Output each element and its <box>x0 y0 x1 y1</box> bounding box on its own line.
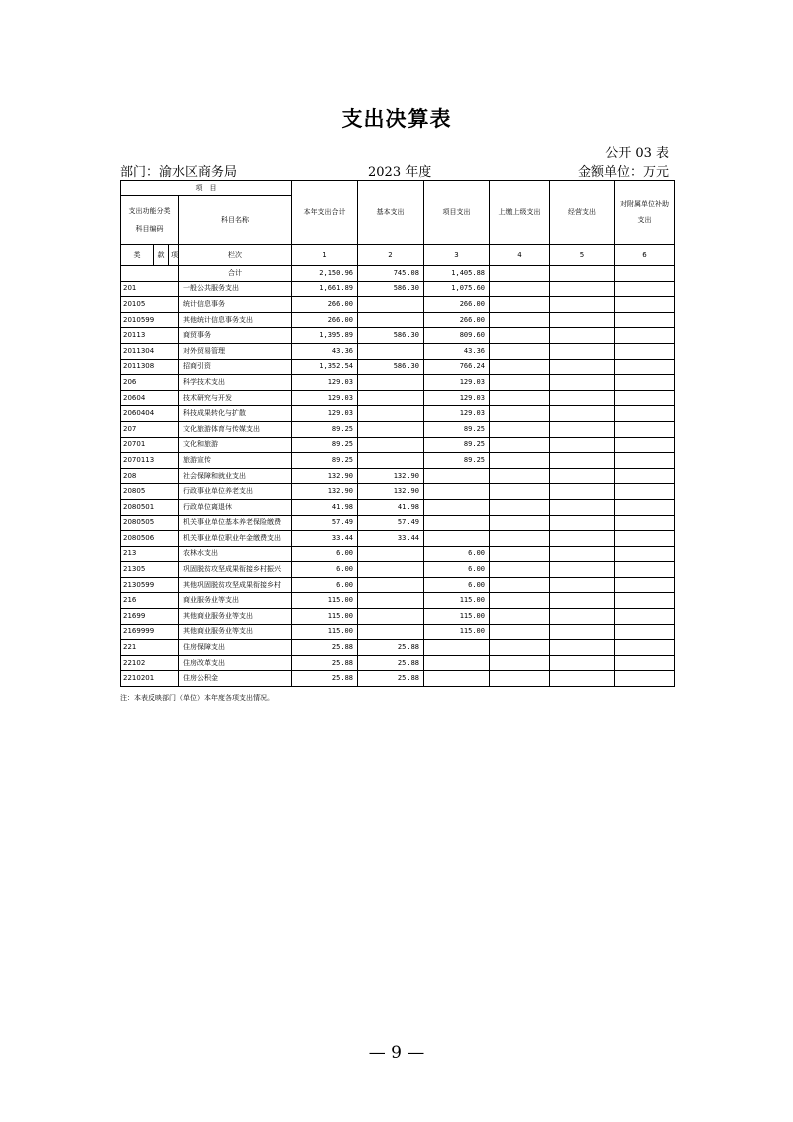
project-cell: 809.60 <box>424 328 490 344</box>
subject-code-cell: 207 <box>121 421 179 437</box>
total-cell: 132.90 <box>292 468 358 484</box>
subject-code-cell: 216 <box>121 593 179 609</box>
table-row <box>121 562 675 578</box>
header-col-4: 4 <box>490 245 550 266</box>
business-cell <box>550 531 615 547</box>
subject-code-cell: 2169999 <box>121 624 179 640</box>
header-upper-remit: 上缴上级支出 <box>490 181 550 245</box>
basic-cell <box>358 375 424 391</box>
department-label: 部门：渝水区商务局 <box>120 165 238 180</box>
total-cell: 33.44 <box>292 531 358 547</box>
table-row <box>121 515 675 531</box>
table-row <box>121 343 675 359</box>
total-cell: 1,395.89 <box>292 328 358 344</box>
basic-cell <box>358 593 424 609</box>
subject-code-cell: 20805 <box>121 484 179 500</box>
total-cell: 6.00 <box>292 546 358 562</box>
total-cell: 132.90 <box>292 484 358 500</box>
total-cell: 89.25 <box>292 421 358 437</box>
subject-code-cell: 2210201 <box>121 671 179 687</box>
upper-cell <box>490 531 550 547</box>
total-cell: 25.88 <box>292 640 358 656</box>
subject-code-cell: 213 <box>121 546 179 562</box>
table-row <box>121 328 675 344</box>
total-cell: 6.00 <box>292 562 358 578</box>
business-cell <box>550 406 615 422</box>
total-cell: 129.03 <box>292 406 358 422</box>
header-func-class <box>121 196 179 245</box>
subject-name-cell: 文化和旅游 <box>179 437 292 453</box>
total-cell: 115.00 <box>292 624 358 640</box>
table-row <box>121 421 675 437</box>
subsidy-cell <box>615 468 675 484</box>
project-cell <box>424 468 490 484</box>
total-row-subsidy <box>615 266 675 282</box>
business-cell <box>550 562 615 578</box>
subject-code-cell: 2060404 <box>121 406 179 422</box>
business-cell <box>550 421 615 437</box>
table-row <box>121 390 675 406</box>
header-subject-name: 科目名称 <box>179 196 292 245</box>
subject-name-cell: 技术研究与开发 <box>179 390 292 406</box>
project-cell <box>424 484 490 500</box>
basic-cell <box>358 312 424 328</box>
subject-code-cell: 2070113 <box>121 453 179 469</box>
subject-name-cell: 机关事业单位基本养老保险缴费 <box>179 515 292 531</box>
subsidy-cell <box>615 343 675 359</box>
table-note: 注：本表反映部门（单位）本年度各项支出情况。 <box>120 694 274 702</box>
upper-cell <box>490 375 550 391</box>
business-cell <box>550 499 615 515</box>
project-cell <box>424 640 490 656</box>
basic-cell <box>358 546 424 562</box>
subject-code-cell: 20113 <box>121 328 179 344</box>
subject-name-cell: 商业服务业等支出 <box>179 593 292 609</box>
subject-name-cell: 其他统计信息事务支出 <box>179 312 292 328</box>
business-cell <box>550 297 615 313</box>
total-cell: 89.25 <box>292 437 358 453</box>
subsidy-cell <box>615 421 675 437</box>
table-row <box>121 437 675 453</box>
subsidy-cell <box>615 546 675 562</box>
business-cell <box>550 546 615 562</box>
total-cell: 1,661.89 <box>292 281 358 297</box>
subject-code-cell: 2011308 <box>121 359 179 375</box>
basic-cell <box>358 421 424 437</box>
total-row-business <box>550 266 615 282</box>
upper-cell <box>490 328 550 344</box>
business-cell <box>550 375 615 391</box>
project-cell <box>424 499 490 515</box>
business-cell <box>550 390 615 406</box>
table-row <box>121 484 675 500</box>
upper-cell <box>490 609 550 625</box>
upper-cell <box>490 468 550 484</box>
project-cell: 266.00 <box>424 297 490 313</box>
project-cell: 129.03 <box>424 406 490 422</box>
total-cell: 115.00 <box>292 593 358 609</box>
total-row-basic: 745.08 <box>358 266 424 282</box>
project-cell: 6.00 <box>424 577 490 593</box>
subsidy-cell <box>615 609 675 625</box>
basic-cell <box>358 297 424 313</box>
table-row <box>121 375 675 391</box>
form-number: 公开 03 表 <box>605 146 669 161</box>
table-row <box>121 499 675 515</box>
upper-cell <box>490 437 550 453</box>
subsidy-cell <box>615 499 675 515</box>
subject-code-cell: 20105 <box>121 297 179 313</box>
business-cell <box>550 577 615 593</box>
project-cell <box>424 671 490 687</box>
subject-name-cell: 科技成果转化与扩散 <box>179 406 292 422</box>
total-row-project: 1,405.88 <box>424 266 490 282</box>
business-cell <box>550 281 615 297</box>
table-row <box>121 531 675 547</box>
subject-name-cell: 统计信息事务 <box>179 297 292 313</box>
business-cell <box>550 593 615 609</box>
subject-code-cell: 21699 <box>121 609 179 625</box>
project-cell <box>424 655 490 671</box>
header-col-6: 6 <box>615 245 675 266</box>
project-cell: 89.25 <box>424 453 490 469</box>
subject-code-cell: 20701 <box>121 437 179 453</box>
project-cell: 89.25 <box>424 437 490 453</box>
subject-code-cell: 208 <box>121 468 179 484</box>
header-kuan: 款 <box>154 245 169 266</box>
basic-cell <box>358 609 424 625</box>
total-row-code <box>121 266 179 282</box>
basic-cell <box>358 390 424 406</box>
basic-cell: 33.44 <box>358 531 424 547</box>
header-project-expenditure: 项目支出 <box>424 181 490 245</box>
subsidy-cell <box>615 359 675 375</box>
subsidy-cell <box>615 437 675 453</box>
header-lei: 类 <box>121 245 154 266</box>
table-row <box>121 359 675 375</box>
business-cell <box>550 359 615 375</box>
project-cell: 129.03 <box>424 390 490 406</box>
page-number: — 9 — <box>368 1043 425 1063</box>
basic-cell <box>358 577 424 593</box>
total-cell: 6.00 <box>292 577 358 593</box>
fiscal-year-label: 2023 年度 <box>368 165 432 180</box>
total-cell: 25.88 <box>292 655 358 671</box>
basic-cell <box>358 624 424 640</box>
subject-name-cell: 招商引资 <box>179 359 292 375</box>
upper-cell <box>490 546 550 562</box>
subject-name-cell: 住房公积金 <box>179 671 292 687</box>
subsidy-cell <box>615 655 675 671</box>
subject-name-cell: 行政事业单位养老支出 <box>179 484 292 500</box>
upper-cell <box>490 406 550 422</box>
basic-cell: 132.90 <box>358 468 424 484</box>
table-row <box>121 593 675 609</box>
subsidy-cell <box>615 624 675 640</box>
subject-name-cell: 住房改革支出 <box>179 655 292 671</box>
header-func-class-label: 支出功能分类 <box>128 206 171 215</box>
header-subject-code: 科目编码 <box>135 225 164 233</box>
subject-code-cell: 201 <box>121 281 179 297</box>
basic-cell <box>358 406 424 422</box>
subject-name-cell: 旅游宣传 <box>179 453 292 469</box>
subject-name-cell: 农林水支出 <box>179 546 292 562</box>
subsidy-cell <box>615 515 675 531</box>
subsidy-cell <box>615 375 675 391</box>
business-cell <box>550 515 615 531</box>
project-cell: 766.24 <box>424 359 490 375</box>
table-row <box>121 281 675 297</box>
project-cell: 1,075.60 <box>424 281 490 297</box>
header-total: 本年支出合计 <box>292 181 358 245</box>
total-cell: 89.25 <box>292 453 358 469</box>
subsidy-cell <box>615 281 675 297</box>
upper-cell <box>490 577 550 593</box>
total-cell: 43.36 <box>292 343 358 359</box>
project-cell: 89.25 <box>424 421 490 437</box>
basic-cell <box>358 437 424 453</box>
header-business: 经营支出 <box>550 181 615 245</box>
project-cell: 129.03 <box>424 375 490 391</box>
total-cell: 57.49 <box>292 515 358 531</box>
project-cell: 115.00 <box>424 609 490 625</box>
subsidy-cell <box>615 562 675 578</box>
header-col-1: 1 <box>292 245 358 266</box>
subject-name-cell: 社会保障和就业支出 <box>179 468 292 484</box>
upper-cell <box>490 359 550 375</box>
upper-cell <box>490 453 550 469</box>
subject-name-cell: 文化旅游体育与传媒支出 <box>179 421 292 437</box>
basic-cell: 25.88 <box>358 671 424 687</box>
table-row <box>121 671 675 687</box>
header-project: 项 目 <box>121 181 292 196</box>
business-cell <box>550 343 615 359</box>
project-cell <box>424 531 490 547</box>
business-cell <box>550 655 615 671</box>
basic-cell: 586.30 <box>358 359 424 375</box>
subject-code-cell: 2011304 <box>121 343 179 359</box>
project-cell: 115.00 <box>424 624 490 640</box>
upper-cell <box>490 281 550 297</box>
project-cell: 6.00 <box>424 546 490 562</box>
subsidy-cell <box>615 297 675 313</box>
subsidy-cell <box>615 671 675 687</box>
table-row <box>121 406 675 422</box>
subject-name-cell: 其他商业服务业等支出 <box>179 609 292 625</box>
business-cell <box>550 328 615 344</box>
total-cell: 129.03 <box>292 375 358 391</box>
subsidy-cell <box>615 484 675 500</box>
total-cell: 41.98 <box>292 499 358 515</box>
subject-name-cell: 商贸事务 <box>179 328 292 344</box>
project-cell: 266.00 <box>424 312 490 328</box>
upper-cell <box>490 484 550 500</box>
upper-cell <box>490 655 550 671</box>
business-cell <box>550 312 615 328</box>
subsidy-cell <box>615 453 675 469</box>
business-cell <box>550 437 615 453</box>
subject-code-cell: 21305 <box>121 562 179 578</box>
subject-code-cell: 2080506 <box>121 531 179 547</box>
project-cell: 43.36 <box>424 343 490 359</box>
basic-cell: 41.98 <box>358 499 424 515</box>
basic-cell <box>358 562 424 578</box>
business-cell <box>550 624 615 640</box>
basic-cell: 57.49 <box>358 515 424 531</box>
basic-cell: 132.90 <box>358 484 424 500</box>
header-col-3: 3 <box>424 245 490 266</box>
subject-code-cell: 2080505 <box>121 515 179 531</box>
total-cell: 266.00 <box>292 312 358 328</box>
table-row <box>121 546 675 562</box>
table-row <box>121 312 675 328</box>
subject-code-cell: 20604 <box>121 390 179 406</box>
upper-cell <box>490 390 550 406</box>
subject-name-cell: 其他巩固脱贫攻坚成果衔接乡村 <box>179 577 292 593</box>
subsidy-cell <box>615 312 675 328</box>
total-row-total: 2,150.96 <box>292 266 358 282</box>
basic-cell <box>358 343 424 359</box>
upper-cell <box>490 312 550 328</box>
upper-cell <box>490 421 550 437</box>
basic-cell: 25.88 <box>358 655 424 671</box>
business-cell <box>550 609 615 625</box>
header-basic: 基本支出 <box>358 181 424 245</box>
project-cell: 6.00 <box>424 562 490 578</box>
subject-name-cell: 其他商业服务业等支出 <box>179 624 292 640</box>
upper-cell <box>490 515 550 531</box>
header-col-2: 2 <box>358 245 424 266</box>
total-row-upper <box>490 266 550 282</box>
subject-name-cell: 一般公共服务支出 <box>179 281 292 297</box>
total-cell: 129.03 <box>292 390 358 406</box>
upper-cell <box>490 624 550 640</box>
table-row <box>121 577 675 593</box>
subsidy-cell <box>615 640 675 656</box>
subject-name-cell: 机关事业单位职业年金缴费支出 <box>179 531 292 547</box>
subsidy-cell <box>615 531 675 547</box>
subject-code-cell: 2130599 <box>121 577 179 593</box>
basic-cell: 25.88 <box>358 640 424 656</box>
business-cell <box>550 671 615 687</box>
subject-code-cell: 2010599 <box>121 312 179 328</box>
table-row <box>121 655 675 671</box>
subsidy-cell <box>615 577 675 593</box>
expenditure-table <box>120 180 675 687</box>
table-row <box>121 640 675 656</box>
upper-cell <box>490 640 550 656</box>
header-row-order: 栏次 <box>179 245 292 266</box>
subject-name-cell: 巩固脱贫攻坚成果衔接乡村振兴 <box>179 562 292 578</box>
header-xiang: 项 <box>169 245 179 266</box>
subject-name-cell: 科学技术支出 <box>179 375 292 391</box>
project-cell: 115.00 <box>424 593 490 609</box>
business-cell <box>550 640 615 656</box>
upper-cell <box>490 671 550 687</box>
page-title: 支出决算表 <box>341 107 452 131</box>
currency-unit-label: 金额单位：万元 <box>577 165 669 180</box>
upper-cell <box>490 562 550 578</box>
subject-name-cell: 行政单位离退休 <box>179 499 292 515</box>
basic-cell <box>358 453 424 469</box>
table-row <box>121 624 675 640</box>
basic-cell: 586.30 <box>358 281 424 297</box>
subject-name-cell: 住房保障支出 <box>179 640 292 656</box>
total-row-label: 合计 <box>179 266 292 282</box>
table-row <box>121 453 675 469</box>
upper-cell <box>490 593 550 609</box>
total-cell: 115.00 <box>292 609 358 625</box>
header-col-5: 5 <box>550 245 615 266</box>
total-cell: 266.00 <box>292 297 358 313</box>
subject-code-cell: 206 <box>121 375 179 391</box>
total-cell: 25.88 <box>292 671 358 687</box>
subsidy-cell <box>615 328 675 344</box>
subject-code-cell: 2080501 <box>121 499 179 515</box>
business-cell <box>550 453 615 469</box>
table-row <box>121 297 675 313</box>
subsidy-cell <box>615 406 675 422</box>
upper-cell <box>490 297 550 313</box>
table-row <box>121 609 675 625</box>
header-subsidy: 对附属单位补助支出 <box>615 181 675 245</box>
subsidy-cell <box>615 390 675 406</box>
subject-code-cell: 221 <box>121 640 179 656</box>
basic-cell: 586.30 <box>358 328 424 344</box>
project-cell <box>424 515 490 531</box>
upper-cell <box>490 499 550 515</box>
subsidy-cell <box>615 593 675 609</box>
business-cell <box>550 468 615 484</box>
business-cell <box>550 484 615 500</box>
total-cell: 1,352.54 <box>292 359 358 375</box>
upper-cell <box>490 343 550 359</box>
subject-code-cell: 22102 <box>121 655 179 671</box>
subject-name-cell: 对外贸易管理 <box>179 343 292 359</box>
table-row <box>121 468 675 484</box>
total-row <box>121 266 675 282</box>
